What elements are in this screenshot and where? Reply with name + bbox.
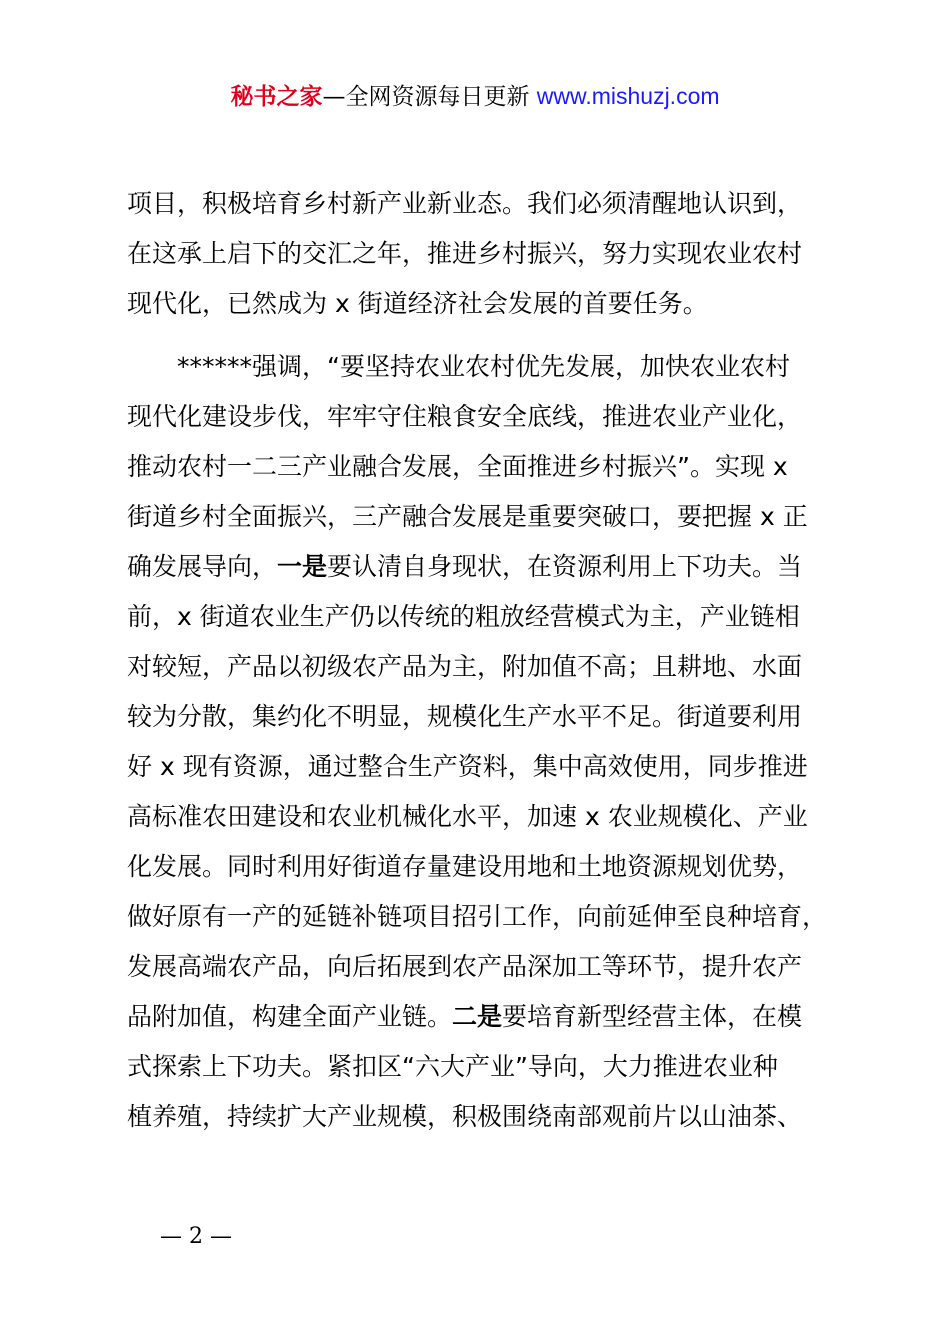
text-run: 化发展。同时利用好街道存量建设用地和土地资源规划优势， [127,852,803,881]
text-line [127,342,837,392]
brand-name: 秘书之家 [230,84,323,110]
text-line [127,392,837,442]
text-run: 较为分散，集约化不明显，规模化生产水平不足。街道要利用 [127,702,803,731]
text-run: 确发展导向， [127,552,278,581]
text-run: 要认清自身现状，在资源利用上下功夫。当 [327,552,803,581]
text-run: 现代化，已然成为 x 街道经济社会发展的首要任务。 [127,289,708,318]
text-line [127,1042,837,1092]
text-run: 对较短，产品以初级农产品为主，附加值不高；且耕地、水面 [127,652,803,681]
text-line [127,442,837,492]
text-line [127,792,837,842]
paragraph-gap [127,329,837,342]
text-line [127,1092,837,1142]
text-line [127,179,837,229]
text-run: 品附加值，构建全面产业链。 [127,1002,453,1031]
text-run: 推动农村一二三产业融合发展，全面推进乡村振兴”。实现 x [127,452,788,481]
text-line [127,692,837,742]
bold-run: 二是 [452,1002,503,1031]
text-run: 植养殖，持续扩大产业规模，积极围绕南部观前片以山油茶、 [127,1102,803,1131]
text-run: 高标准农田建设和农业机械化水平，加速 x 农业规模化、产业 [127,802,808,831]
text-line [127,279,837,329]
site-url-link[interactable]: www.mishuzj.com [536,83,720,109]
text-run: 前，x 街道农业生产仍以传统的粗放经营模式为主，产业链相 [127,602,800,631]
text-line [127,642,837,692]
paragraph-2 [127,342,837,1142]
paragraph-1 [127,179,837,329]
text-run: 式探索上下功夫。紧扣区“六大产业”导向，大力推进农业种 [127,1052,778,1081]
text-run: 现代化建设步伐，牢牢守住粮食安全底线，推进农业产业化， [127,402,803,431]
text-run: 好 x 现有资源，通过整合生产资料，集中高效使用，同步推进 [127,752,808,781]
text-line [127,842,837,892]
header-tagline: —全网资源每日更新 [322,84,537,110]
site-header [0,80,950,113]
bold-run: 一是 [277,552,328,581]
text-line [127,492,837,542]
text-line [127,592,837,642]
text-run: 要培育新型经营主体，在模 [502,1002,803,1031]
text-line [127,742,837,792]
text-run: ******强调，“要坚持农业农村优先发展，加快农业农村 [177,352,790,381]
text-line [127,892,837,942]
text-line [127,942,837,992]
text-line [127,229,837,279]
text-line [127,542,837,592]
document-body [127,179,837,1142]
text-run: 做好原有一产的延链补链项目招引工作，向前延伸至良种培育， [127,902,828,931]
text-run: 在这承上启下的交汇之年，推进乡村振兴，努力实现农业农村 [127,239,803,268]
text-run: 项目，积极培育乡村新产业新业态。我们必须清醒地认识到， [127,189,803,218]
text-run: 街道乡村全面振兴，三产融合发展是重要突破口，要把握 x 正 [127,502,808,531]
text-run: 发展高端农产品，向后拓展到农产品深加工等环节，提升农产 [127,952,803,981]
page-number: — 2 — [160,1224,232,1249]
text-line [127,992,837,1042]
